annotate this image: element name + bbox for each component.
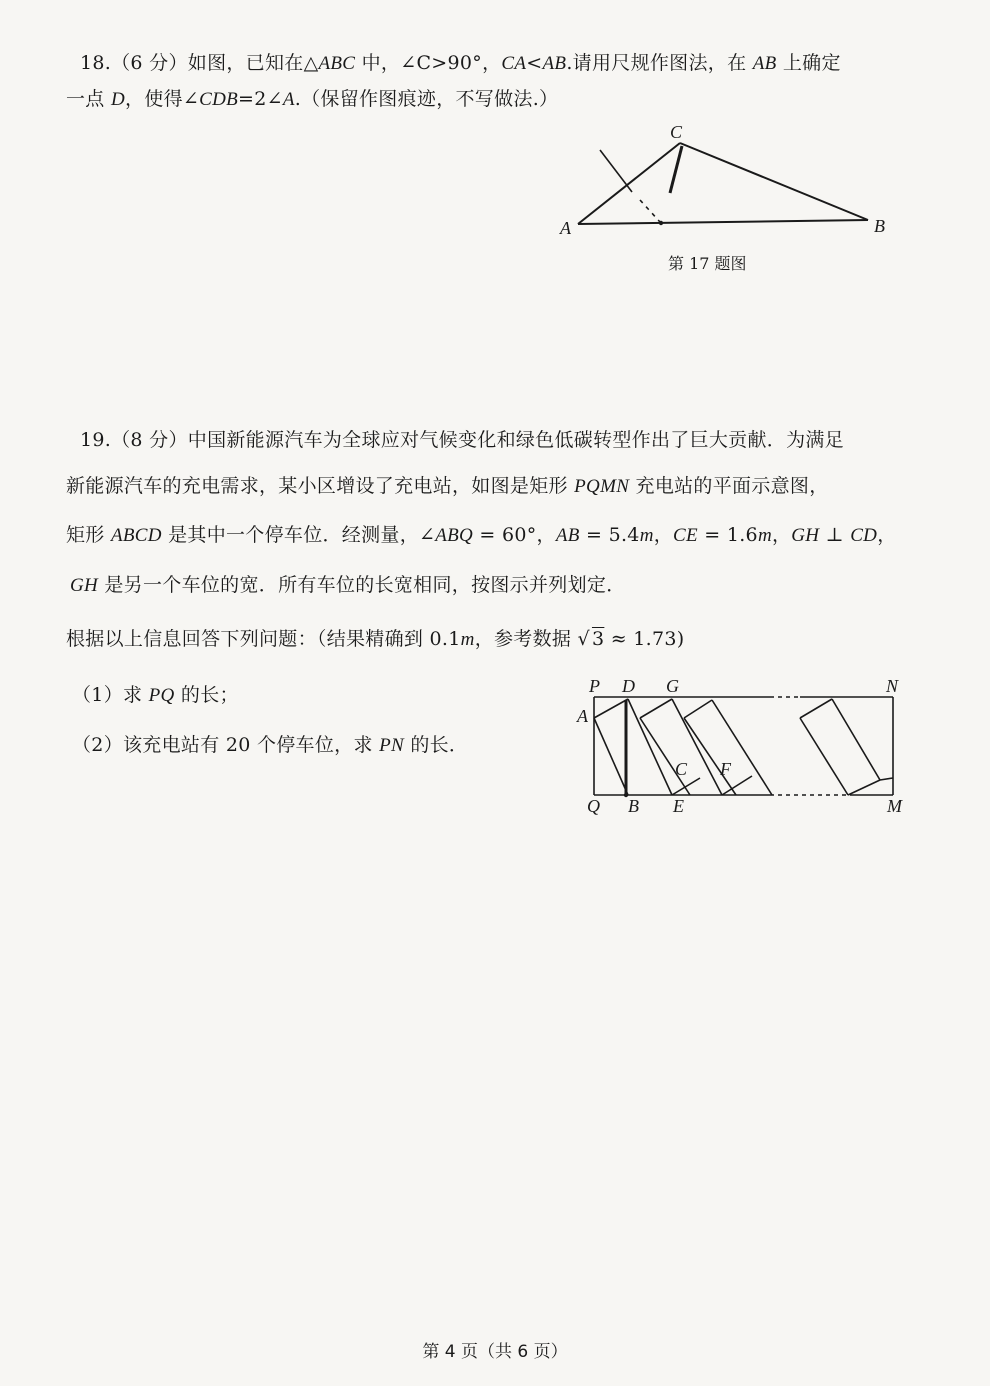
- label-C: C: [670, 122, 683, 142]
- q19-text: 是其中一个停车位．经测量，∠: [161, 524, 436, 546]
- q19-text: ⊥: [819, 524, 851, 546]
- q18-text: =2∠: [238, 88, 283, 110]
- label-E: E: [673, 796, 684, 816]
- q19-var: ABQ: [435, 525, 474, 546]
- q18-text: .（保留作图痕迹，不写做法.）: [294, 88, 559, 110]
- q18-text: ，使得∠: [124, 88, 200, 110]
- sqrt-radicand: 3: [591, 628, 605, 650]
- space-right-bottom: [848, 780, 880, 795]
- q19-text: = 60°，: [473, 524, 556, 546]
- q19-var: GH: [791, 525, 820, 546]
- q19-text: = 1.6: [697, 524, 758, 546]
- space-1-top: [594, 699, 628, 718]
- q19-var: GH: [70, 575, 99, 596]
- q19-text: （1）求: [72, 684, 149, 706]
- q18-text: 如图，已知在△: [187, 52, 319, 74]
- label-D: D: [622, 676, 635, 696]
- q19-var: CD: [850, 525, 878, 546]
- label-A: A: [560, 218, 571, 238]
- q19-var: PQ: [148, 685, 175, 706]
- q18-var: CDB: [199, 89, 239, 110]
- q19-text: 的长；: [174, 684, 239, 706]
- q19-text: 新能源汽车的充电需求，某小区增设了充电站，如图是矩形: [66, 475, 575, 497]
- q19-var: m: [460, 629, 475, 650]
- q18-score: （6 分）: [111, 52, 188, 74]
- label-B: B: [628, 796, 639, 816]
- q19-var: AB: [555, 525, 580, 546]
- space-2-left: [640, 718, 690, 795]
- space-right-left: [800, 718, 848, 795]
- label-Q: Q: [587, 796, 600, 816]
- space-inner-c: [672, 778, 700, 795]
- space-right-right: [832, 699, 880, 780]
- q19-var: ABCD: [110, 525, 162, 546]
- label-N: N: [886, 676, 899, 696]
- q19-text: ，: [771, 524, 792, 546]
- q19-text: 中国新能源汽车为全球应对气候变化和绿色低碳转型作出了巨大贡献．为满足: [187, 429, 844, 451]
- space-3-top: [684, 700, 712, 718]
- space-right-top: [800, 699, 832, 718]
- q18-number: 18.: [80, 52, 112, 74]
- label-F: F: [720, 759, 731, 779]
- q19-text: = 5.4: [579, 524, 640, 546]
- label-M: M: [887, 796, 902, 816]
- label-P: P: [589, 676, 600, 696]
- q19-var: m: [639, 525, 654, 546]
- space-1-right: [628, 699, 672, 795]
- q19-var: PQMN: [574, 476, 630, 497]
- label-C: C: [675, 759, 688, 779]
- q18-var: A: [282, 89, 295, 110]
- space-3-right: [712, 700, 772, 795]
- q19-text: 充电站的平面示意图，: [629, 475, 829, 497]
- q18-var: D: [110, 89, 125, 110]
- label-A: A: [577, 706, 588, 726]
- q18-text: 上确定: [776, 52, 841, 74]
- label-G: G: [666, 676, 679, 696]
- q19-text: 的长．: [403, 734, 469, 756]
- page-footer: 第 4 页（共 6 页）: [422, 1342, 568, 1362]
- q18-text: .请用尺规作图法，在: [566, 52, 753, 74]
- q19-var: PN: [379, 735, 404, 756]
- q19-text: ，: [877, 524, 897, 546]
- sqrt-sign: √: [577, 628, 590, 650]
- q19-var: m: [757, 525, 772, 546]
- label-B: B: [874, 216, 885, 236]
- q19-text: 是另一个车位的宽．所有车位的长宽相同，按图示并列划定．: [98, 574, 626, 596]
- space-2-top: [640, 699, 672, 718]
- q18-text: 一点: [66, 88, 111, 110]
- q19-number: 19.: [80, 429, 112, 451]
- q18-figure-caption: 第 17 题图: [668, 254, 747, 273]
- q18-var: AB: [542, 53, 567, 74]
- q19-score: （8 分）: [111, 429, 188, 451]
- q18-var: ABC: [318, 53, 356, 74]
- q18-var: CA: [501, 53, 527, 74]
- q19-text: ，: [653, 524, 674, 546]
- q18-var: AB: [752, 53, 777, 74]
- q19-text: （2）该充电站有 20 个停车位，求: [72, 734, 380, 756]
- q19-text: ，参考数据: [474, 628, 578, 650]
- space-1-left: [594, 718, 628, 795]
- q19-var: CE: [673, 525, 698, 546]
- q18-text: <: [526, 52, 543, 74]
- q18-text: 中，∠C>90°，: [355, 52, 502, 74]
- q19-text: 矩形: [66, 524, 111, 546]
- q19-text: ≈ 1.73): [604, 628, 685, 650]
- q19-text: 根据以上信息回答下列问题：（结果精确到 0.1: [66, 628, 461, 650]
- space-right-edge: [880, 778, 893, 780]
